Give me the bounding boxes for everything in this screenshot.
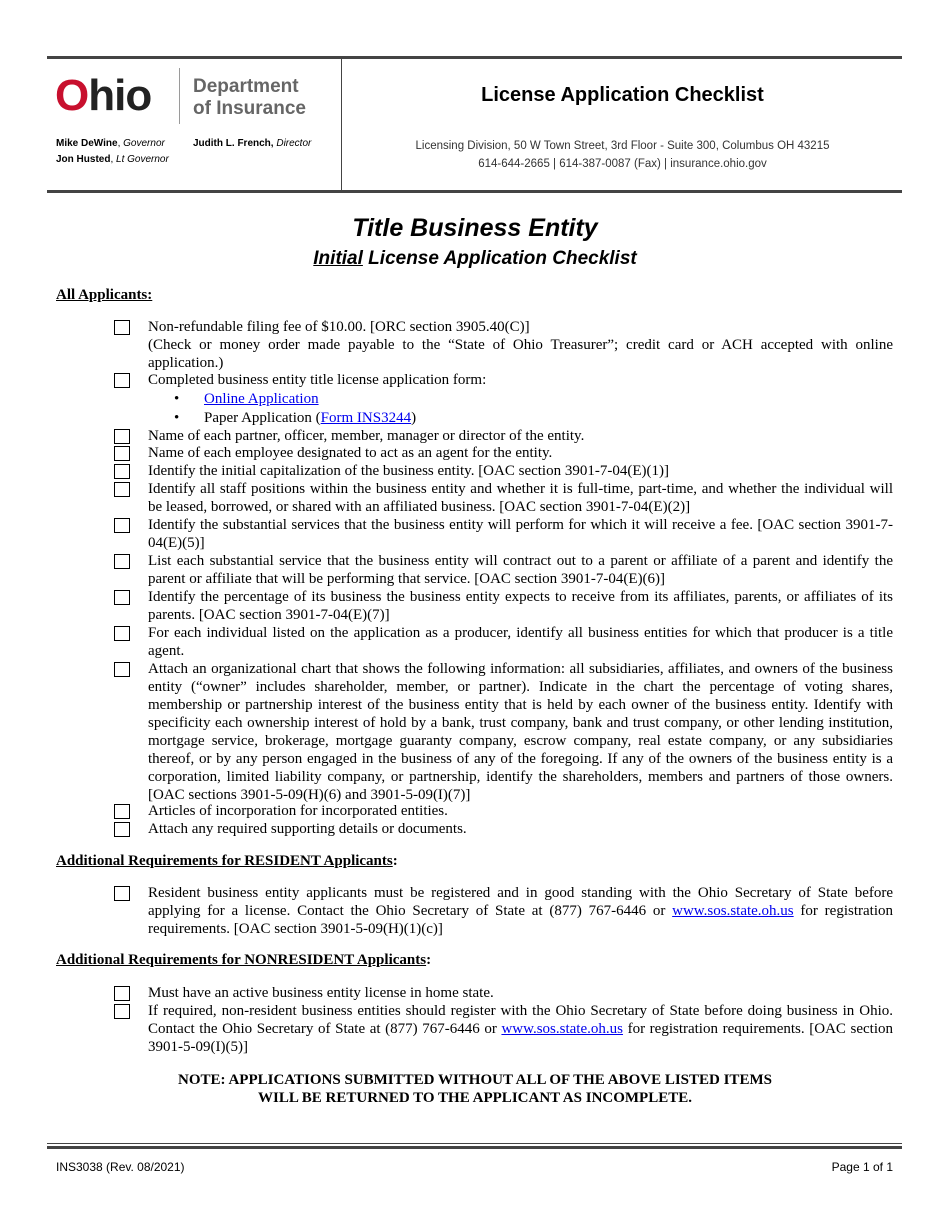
item-services: Identify the substantial services that the business entity will perform for which it will receive a fee. [OAC section 3901-7-04(E)(5)] bbox=[148, 517, 893, 551]
footer-rule-thin bbox=[47, 1143, 902, 1144]
checkbox-resident[interactable] bbox=[114, 886, 130, 901]
form-ins3244-link[interactable]: Form INS3244 bbox=[320, 410, 412, 426]
sos-link[interactable]: www.sos.state.oh.us bbox=[672, 903, 794, 919]
ohio-logo bbox=[55, 70, 151, 122]
section-all-applicants: All Applicants: bbox=[56, 287, 153, 303]
item-percentage: Identify the percentage of its business the business entity expects to receive from its affiliates, parents, or affiliates of its parents. [OAC section 3901-7-04(E)(7)] bbox=[148, 589, 893, 623]
checkbox-percentage[interactable] bbox=[114, 590, 130, 605]
header-address: Licensing Division, 50 W Town Street, 3rd Floor - Suite 300, Columbus OH 43215 614-644-2665 | 614-387-0087 (Fax) | insurance.ohio.gov bbox=[415, 140, 830, 170]
checkbox-employees[interactable] bbox=[114, 446, 130, 461]
page-number: Page 1 of 1 bbox=[831, 1160, 893, 1174]
checkbox-staff[interactable] bbox=[114, 482, 130, 497]
item-fee: Non-refundable filing fee of $10.00. [ORC section 3905.40(C)] (Check or money order made payable to the “State of Ohio Treasurer”; credit card or ACH accepted with online application.) bbox=[148, 319, 893, 371]
checkbox-partners[interactable] bbox=[114, 429, 130, 444]
checkbox-capitalization[interactable] bbox=[114, 464, 130, 479]
item-application-form: Completed business entity title license application form: bbox=[148, 372, 487, 388]
checkbox-articles[interactable] bbox=[114, 804, 130, 819]
incomplete-note: NOTE: APPLICATIONS SUBMITTED WITHOUT ALL OF THE ABOVE LISTED ITEMS WILL BE RETURNED TO THE APPLICANT AS INCOMPLETE. bbox=[178, 1072, 772, 1106]
header-doc-title: License Application Checklist bbox=[481, 84, 764, 106]
checkbox-supporting[interactable] bbox=[114, 822, 130, 837]
department-name: Department of Insurance bbox=[193, 76, 306, 119]
bullet: • bbox=[174, 391, 180, 407]
item-org-chart: Attach an organizational chart that shows the following information: all subsidiaries, affiliates, and owners of the business entity (“owner” includes shareholder, member, or partner). Indicate in the chart the percentage of voting shares, membership or partnership interest of the business entity that is held by each owner of the business entity. Identify with specificity each ownership interest of hold by a bank, trust company, bank and trust company, or other lending institution, mortgage service, brokerage, mortgage guaranty company, escrow company, real estate company, or any subsidiaries thereof, or by any person engaged in the business of any of the foregoing. If any of the owners of the business entity is a corporation, limited liability company, or partnership, identify the shareholders, members and partners of those owners. [OAC sections 3901-5-09(H)(6) and 3901-5-09(I)(7)] bbox=[148, 661, 893, 803]
item-nonresident-register: If required, non-resident business entities should register with the Ohio Secretary of State before doing business in Ohio. Contact the Ohio Secretary of State at (877) 767-6446 or www.sos.state.oh.us for registration requirements. [OAC section 3901-5-09(I)(5)] bbox=[148, 1003, 893, 1055]
item-producer: For each individual listed on the application as a producer, identify all business entities for which that producer is a title agent. bbox=[148, 625, 893, 659]
sos-link[interactable]: www.sos.state.oh.us bbox=[501, 1021, 623, 1037]
footer-rule-thick bbox=[47, 1146, 902, 1149]
checkbox-services[interactable] bbox=[114, 518, 130, 533]
officials-director: Judith L. French, Director bbox=[193, 138, 312, 149]
header-bottom-rule bbox=[47, 190, 902, 193]
checkbox-fee[interactable] bbox=[114, 320, 130, 335]
checkbox-nonresident-register[interactable] bbox=[114, 1004, 130, 1019]
section-nonresident: Additional Requirements for NONRESIDENT Applicants: bbox=[56, 952, 432, 968]
paper-application: Paper Application (Form INS3244) bbox=[204, 410, 417, 426]
form-id: INS3038 (Rev. 08/2021) bbox=[56, 1160, 185, 1174]
checkbox-contract[interactable] bbox=[114, 554, 130, 569]
item-articles: Articles of incorporation for incorporated entities. bbox=[148, 803, 448, 819]
page-title: Title Business Entity bbox=[352, 214, 598, 242]
checkbox-producer[interactable] bbox=[114, 626, 130, 641]
item-capitalization: Identify the initial capitalization of the business entity. [OAC section 3901-7-04(E)(1)] bbox=[148, 463, 669, 479]
online-application-link[interactable]: Online Application bbox=[204, 391, 319, 407]
ohio-logo-o: O bbox=[55, 71, 89, 120]
item-employees: Name of each employee designated to act as an agent for the entity. bbox=[148, 445, 553, 461]
ohio-logo-rest: hio bbox=[88, 71, 152, 120]
checkbox-home-state[interactable] bbox=[114, 986, 130, 1001]
item-staff: Identify all staff positions within the business entity and whether it is full-time, part-time, and whether the individual will be leased, borrowed, or shared with an affiliated business. [OAC section 3901-7-04(E)(2)] bbox=[148, 481, 893, 515]
section-resident: Additional Requirements for RESIDENT Applicants: bbox=[56, 853, 398, 869]
item-partners: Name of each partner, officer, member, manager or director of the entity. bbox=[148, 428, 585, 444]
logo-divider bbox=[179, 68, 180, 124]
header-divider bbox=[341, 58, 342, 192]
header-top-rule bbox=[47, 56, 902, 59]
officials-left: Mike DeWine, Governor Jon Husted, Lt Governor bbox=[56, 138, 169, 165]
checkbox-application-form[interactable] bbox=[114, 373, 130, 388]
page-subtitle: Initial License Application Checklist bbox=[313, 248, 637, 269]
item-supporting: Attach any required supporting details or documents. bbox=[148, 821, 467, 837]
item-home-state: Must have an active business entity license in home state. bbox=[148, 985, 494, 1001]
bullet: • bbox=[174, 410, 180, 426]
item-contract: List each substantial service that the business entity will contract out to a parent or affiliate of a parent and identify the parent or affiliate that will be performing that service. [OAC section 3901-7-04(E)(6)] bbox=[148, 553, 893, 587]
item-resident: Resident business entity applicants must be registered and in good standing with the Ohio Secretary of State before applying for a license. Contact the Ohio Secretary of State at (877) 767-6446 or www.sos.state.oh.us for registration requirements. [OAC section 3901-5-09(H)(1)(c)] bbox=[148, 885, 893, 937]
checkbox-org-chart[interactable] bbox=[114, 662, 130, 677]
